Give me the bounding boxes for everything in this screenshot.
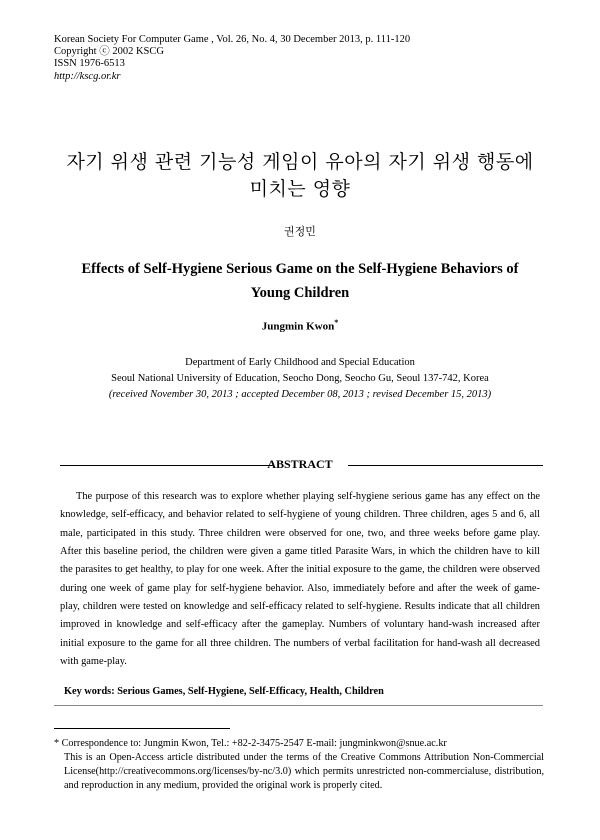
issn-line: ISSN 1976-6513 bbox=[54, 58, 125, 70]
english-title-line-2: Young Children bbox=[250, 285, 350, 301]
korean-author: 권정민 bbox=[284, 225, 316, 238]
english-title-line-1: Effects of Self-Hygiene Serious Game on the Self-Hygiene Behaviors of bbox=[81, 261, 519, 277]
english-author bbox=[0, 318, 600, 333]
correspondence-note: * Correspondence to: Jungmin Kwon, Tel.: +82-2-3475-2547 E-mail: jungminkwon@snue.ac.kr bbox=[54, 738, 447, 749]
journal-header bbox=[54, 34, 410, 83]
korean-title-line-2: 미치는 영향 bbox=[249, 178, 351, 200]
keywords-divider bbox=[54, 705, 543, 706]
korean-title-line-1: 자기 위생 관련 기능성 게임이 유아의 자기 위생 행동에 bbox=[66, 151, 534, 173]
abstract-body: The purpose of this research was to explore whether playing self-hygiene serious game has any effect on the knowledge, self-efficacy, and behavior related to self-hygiene of young children. Three children, ages 5 and 6, all male, participated in this study. Three children were observed for one, two, and three weeks before game play. After this baseline period, the children were given a game titled Parasite Wars, in which the children have to kill the parasites to get healthy, to play for one week. After the initial exposure to the game, the children were observed during one week of game play for self-hygiene behavior. Also, immediately before and after the week of game-play, children were tested on knowledge and self-efficacy related to self-hygiene. Results indicate that all children improved in knowledge and self-efficacy after the gameplay. Numbers of voluntary hand-wash increased after initial exposure to the game for all three children. The numbers of verbal facilitation for hand-wash all decreased with game-play. bbox=[60, 491, 540, 668]
korean-title bbox=[40, 149, 560, 203]
journal-citation: Korean Society For Computer Game , Vol. 26, No. 4, 30 December 2013, p. 111-120 bbox=[54, 34, 411, 45]
license-note: This is an Open-Access article distributed under the terms of the Creative Commons Attribution Non-Commercial License(http://creativecommons.org/licenses/by-nc/3.0) which permits unrestricted non-commercialuse, distribution, and reproduction in any medium, provided the original work is properly cited. bbox=[64, 752, 544, 791]
abstract-heading: ABSTRACT bbox=[267, 457, 333, 471]
address: Seoul National University of Education, Seocho Dong, Seocho Gu, Seoul 137-742, Korea bbox=[111, 373, 489, 384]
submission-dates: (received November 30, 2013 ; accepted December 08, 2013 ; revised December 15, 2013) bbox=[108, 389, 492, 400]
footnote bbox=[54, 737, 544, 793]
abstract-rule-right bbox=[348, 465, 543, 466]
abstract-heading-row bbox=[0, 457, 600, 473]
journal-url[interactable]: http://kscg.or.kr bbox=[54, 70, 121, 82]
keywords: Key words: Serious Games, Self-Hygiene, Self-Efficacy, Health, Children bbox=[64, 686, 384, 697]
author-name: Jungmin Kwon bbox=[261, 320, 335, 333]
affiliation bbox=[0, 355, 600, 403]
copyright-line: Copyright ⓒ 2002 KSCG bbox=[54, 46, 164, 58]
english-title bbox=[40, 257, 560, 305]
department: Department of Early Childhood and Special Education bbox=[185, 357, 415, 368]
author-footnote-mark: * bbox=[334, 318, 339, 327]
footnote-divider bbox=[54, 728, 230, 729]
